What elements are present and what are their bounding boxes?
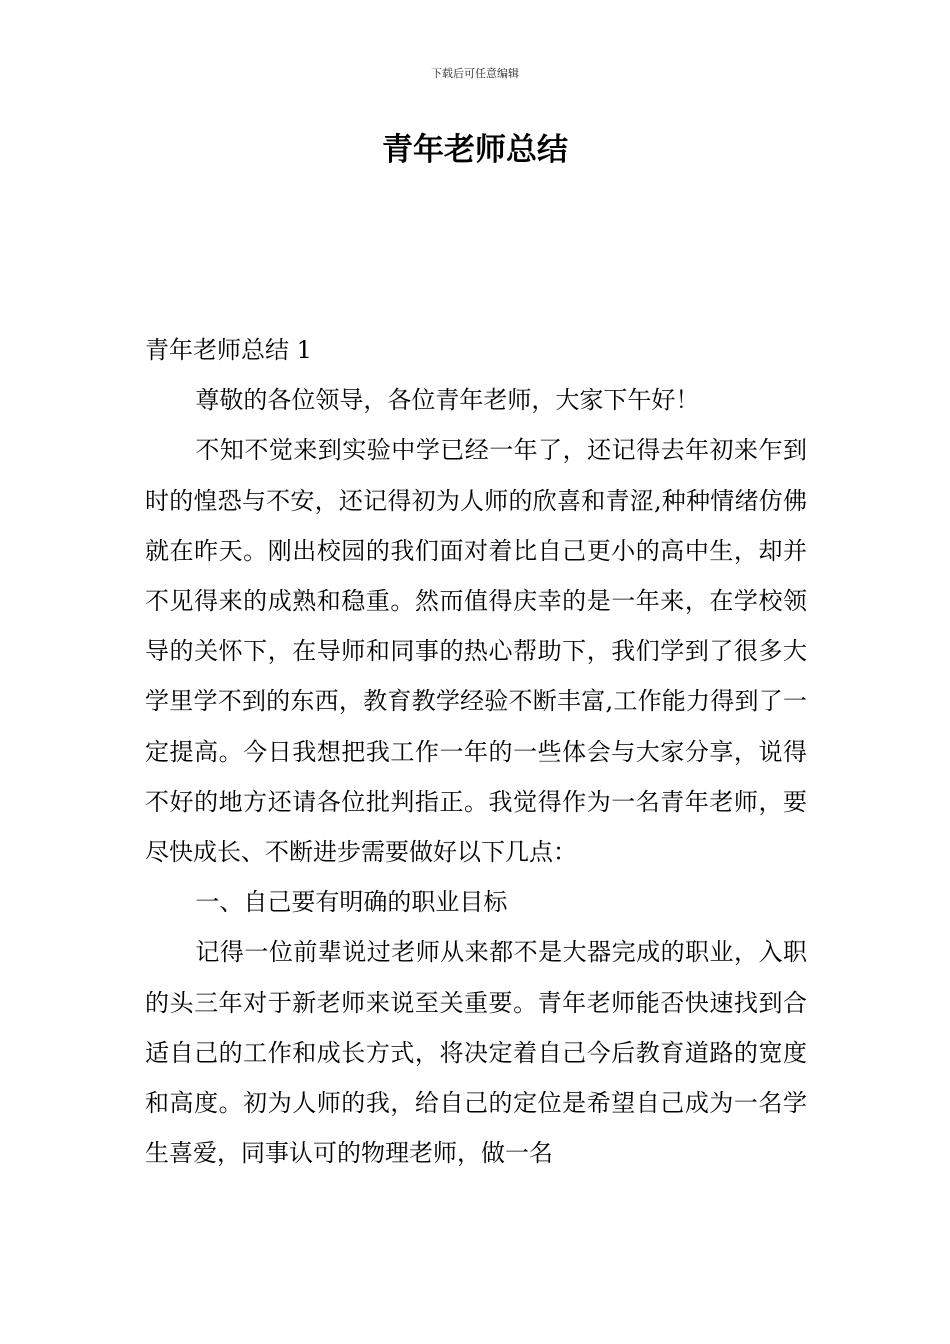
section-heading: 青年老师总结 1 [145, 336, 312, 364]
header-note: 下载后可任意编辑 [431, 67, 519, 80]
document-body [145, 325, 807, 1178]
paragraph-career-goal: 记得一位前辈说过老师从来都不是大器完成的职业，入职的头三年对于新老师来说至关重要。青年老师能否快速找到合适自己的工作和成长方式，将决定着自己今后教育道路的宽度和高度。初为人师的我，给自己的定位是希望自己成为一名学生喜爱，同事认可的物理老师，做一名 [145, 938, 807, 1168]
paragraph-greeting: 尊敬的各位领导，各位青年老师，大家下午好！ [195, 386, 700, 415]
document-title: 青年老师总结 [382, 132, 568, 168]
paragraph-intro: 不知不觉来到实验中学已经一年了，还记得去年初来乍到时的惶恐与不安，还记得初为人师的欣喜和青涩,种种情绪仿佛就在昨天。刚出校园的我们面对着比自己更小的高中生，却并不见得来的成熟和稳重。然而值得庆幸的是一年来，在学校领导的关怀下，在导师和同事的热心帮助下，我们学到了很多大学里学不到的东西，教育教学经验不断丰富,工作能力得到了一定提高。今日我想把我工作一年的一些体会与大家分享，说得不好的地方还请各位批判指正。我觉得作为一名青年老师，要尽快成长、不断进步需要做好以下几点： [145, 436, 807, 867]
subheading-career-goal: 一、自己要有明确的职业目标 [195, 888, 508, 917]
